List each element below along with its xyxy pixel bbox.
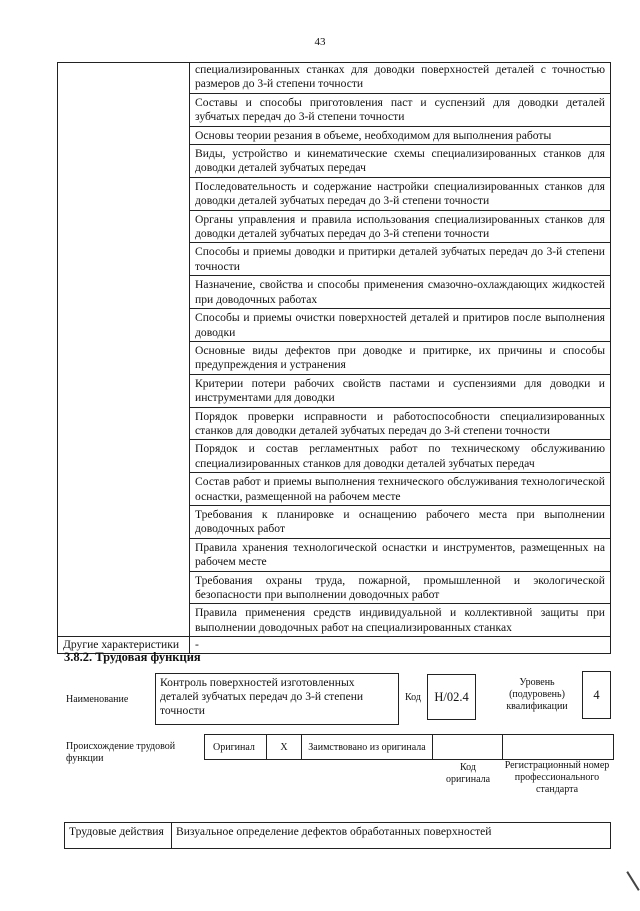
knowledge-item: специализированных станках для доводки поверхностей деталей с точностью размеров до 3-й степени точности [190, 63, 611, 94]
reg-number-caption: Регистрационный номер профессионального стандарта [504, 760, 610, 795]
origin-label: Происхождение трудовой функции [66, 741, 176, 764]
labor-actions-label: Трудовые действия [65, 823, 172, 849]
original-label: Оригинал [205, 735, 267, 760]
reg-number-cell [503, 735, 614, 760]
knowledge-item: Правила хранения технологической оснастки и инструментов, размещенных на рабочем месте [190, 538, 611, 571]
borrowed-label: Заимствовано из оригинала [302, 735, 433, 760]
knowledge-item: Правила применения средств индивидуальной и коллективной защиты при выполнении доводочных работ на специализированных станках [190, 604, 611, 637]
knowledge-item: Требования охраны труда, пожарной, промышленной и экологической безопасности при выполнении доводочных работ [190, 571, 611, 604]
knowledge-item: Виды, устройство и кинематические схемы специализированных станков для доводки деталей зубчатых передач [190, 145, 611, 178]
knowledge-item: Способы и приемы очистки поверхностей деталей и притиров после выполнения доводки [190, 309, 611, 342]
origin-table [204, 734, 614, 760]
labor-actions-value: Визуальное определение дефектов обработанных поверхностей [172, 823, 611, 849]
other-characteristics-value: - [190, 637, 611, 654]
scan-mark [626, 871, 639, 891]
knowledge-item: Органы управления и правила использования специализированных станков для доводки деталей зубчатых передач до 3-й степени точности [190, 210, 611, 243]
function-name-label: Наименование [66, 694, 129, 705]
page-number: 43 [314, 36, 326, 48]
qualification-level-label: Уровень (подуровень) квалификации [506, 677, 568, 712]
knowledge-item: Последовательность и содержание настройки специализированных станков для доводки деталей зубчатых передач до 3-й степени точности [190, 177, 611, 210]
knowledge-item: Порядок и состав регламентных работ по техническому обслуживанию специализированных станков для доводки деталей зубчатых передач [190, 440, 611, 473]
knowledge-item: Состав работ и приемы выполнения технического обслуживания технологической оснастки, размещенной на рабочем месте [190, 473, 611, 506]
code-value: Н/02.4 [427, 674, 476, 720]
qualification-level-value: 4 [582, 671, 611, 719]
knowledge-table [57, 62, 611, 654]
section-heading: 3.8.2. Трудовая функция [64, 650, 201, 664]
knowledge-item: Способы и приемы доводки и притирки деталей зубчатых передач до 3-й степени точности [190, 243, 611, 276]
function-name-value: Контроль поверхностей изготовленных деталей зубчатых передач до 3-й степени точности [155, 673, 399, 725]
category-cell [58, 63, 190, 637]
labor-actions-table [64, 822, 611, 849]
original-code-cell [433, 735, 503, 760]
code-label: Код [405, 692, 421, 703]
knowledge-item: Основные виды дефектов при доводке и притирке, их причины и способы предупреждения и устранения [190, 341, 611, 374]
knowledge-item: Составы и способы приготовления паст и суспензий для доводки деталей зубчатых передач до 3-й степени точности [190, 93, 611, 126]
knowledge-row [58, 63, 611, 94]
original-mark: X [267, 735, 302, 760]
other-characteristics-label: Другие характеристики [58, 637, 190, 654]
knowledge-item: Основы теории резания в объеме, необходимом для выполнения работы [190, 126, 611, 144]
knowledge-item: Критерии потери рабочих свойств пастами и суспензиями для доводки и инструментами для доводки [190, 374, 611, 407]
knowledge-item: Назначение, свойства и способы применения смазочно-охлаждающих жидкостей при доводочных работах [190, 276, 611, 309]
original-code-caption: Код оригинала [445, 762, 491, 785]
knowledge-item: Требования к планировке и оснащению рабочего места при выполнении доводочных работ [190, 505, 611, 538]
knowledge-item: Порядок проверки исправности и работоспособности специализированных станков для доводки деталей зубчатых передач до 3-й степени точности [190, 407, 611, 440]
